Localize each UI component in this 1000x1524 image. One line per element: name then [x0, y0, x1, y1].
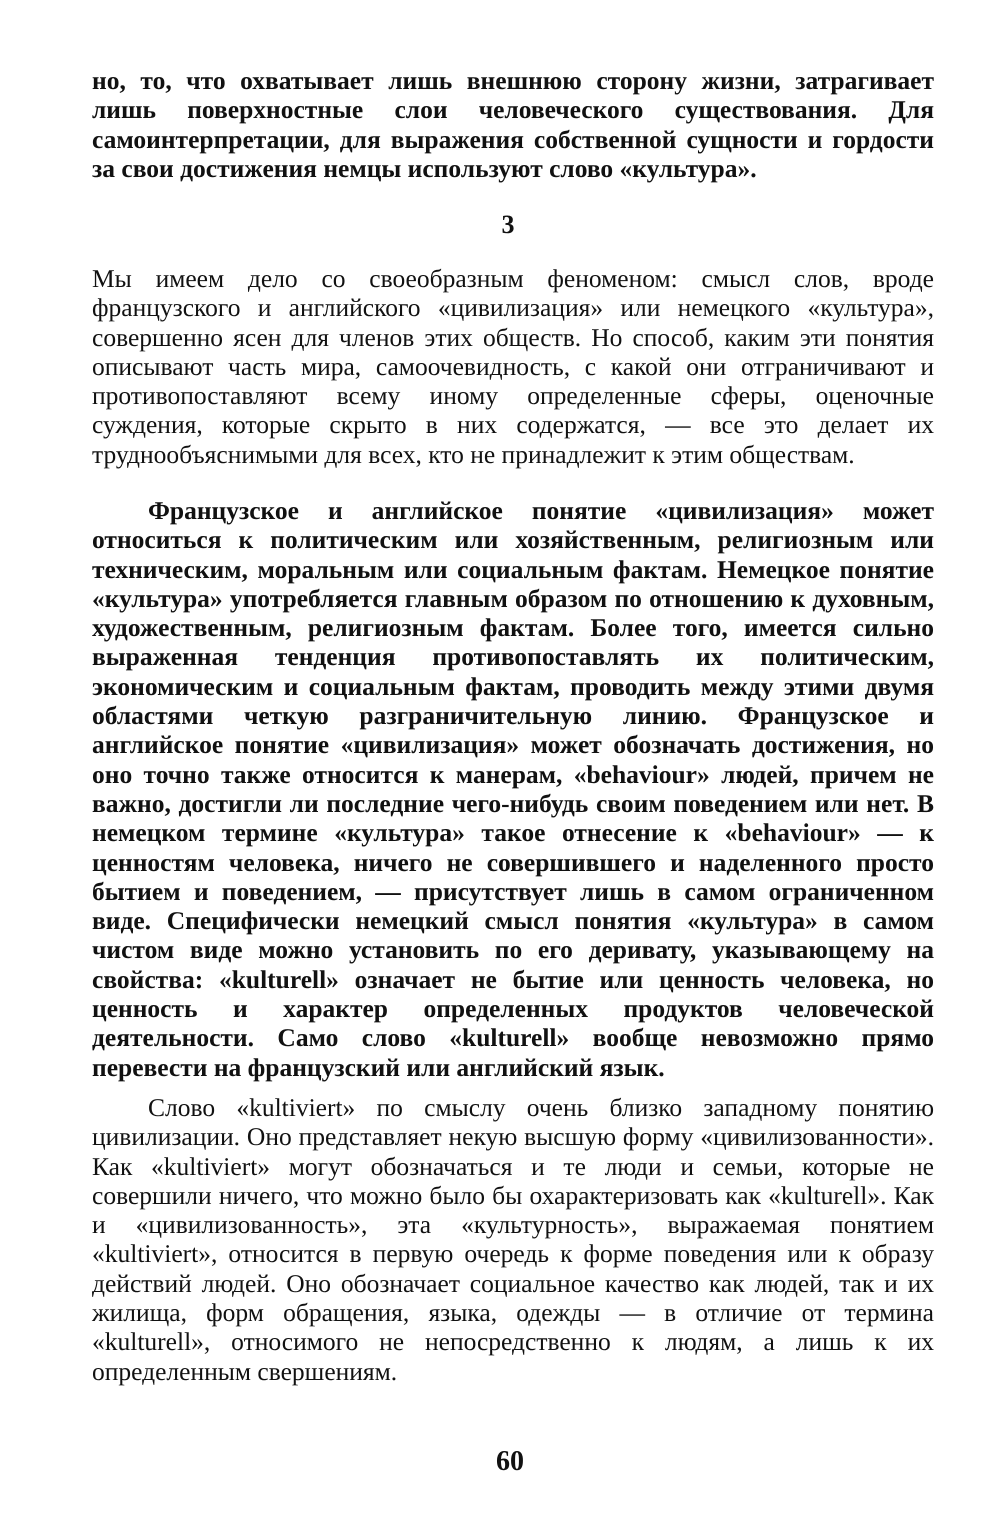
lead-paragraph [92, 66, 934, 183]
paragraph-text: Слово «kultiviert» по смыслу очень близко западному понятию цивилизации. Оно представляет некую высшую форму «цивилизованности». Как «kultiviert» могут обозначаться и те люди и семьи, которые не совершили ничего, что можно было бы охарактеризовать как «kulturell». Как и «цивилизованность», эта «культурность», выражаемая понятием «kultiviert», относится в первую очередь к форме поведения или к образу действий людей. Оно обозначает социальное качество как людей, так и их жилища, форм обращения, языка, одежды — в отличие от термина «kulturell», относимого не непосредственно к людям, а лишь к их определенным свершениям. [92, 1093, 934, 1386]
paragraph-text: Мы имеем дело со своеобразным феноменом: смысл слов, вроде французского и английского «цивилизация» или немецкого «культура», совершенно ясен для членов этих обществ. Но способ, каким эти понятия описывают часть мира, самоочевидность, с какой они отграничивают и противопоставляют всему иному определенные сферы, оценочные суждения, которые скрыто в них содержатся, — все это делает их труднообъяснимыми для всех, кто не принадлежит к этим обществам. [92, 264, 934, 469]
paragraph-text: Французское и английское понятие «цивилизация» может относиться к политическим или хозяйственным, религиозным или техническим, моральным или социальным фактам. Немецкое понятие «культура» употребляется главным образом по отношению к духовным, художественным, религиозным фактам. Более того, имеется сильно выраженная тенденция противопоставлять их политическим, экономическим и социальным фактам, проводить между этими двумя областями четкую разграничительную линию. Французское и английское понятие «цивилизация» может обозначать достижения, но оно точно также относится к манерам, «behaviour» людей, причем не важно, достигли ли последние чего-нибудь своим поведением или нет. В немецком термине «культура» такое отнесение к «behaviour» — к ценностям человека, ничего не совершившего и наделенного просто бытием и поведением, — присутствует лишь в самом ограниченном виде. Специфически немецкий смысл понятия «культура» в самом чистом виде можно установить по его деривату, указывающему на свойства: «kulturell» означает не бытие или ценность человека, но ценность и характер определенных продуктов человеческой деятельности. Само слово «kulturell» вообще невозможно прямо перевести на французский или английский язык. [92, 496, 934, 1082]
paragraph-civilization-culture [92, 496, 934, 1082]
paragraph-kultiviert [92, 1093, 934, 1386]
lead-paragraph-text: но, то, что охватывает лишь внешнюю сторону жизни, затрагивает лишь поверхностные слои человеческого существования. Для самоинтерпретации, для выражения собственной сущности и гордости за свои достижения немцы используют слово «культура». [92, 66, 934, 183]
paragraph-intro [92, 264, 934, 469]
section-number: 3 [501, 210, 515, 239]
page-number: 60 [496, 1446, 524, 1477]
